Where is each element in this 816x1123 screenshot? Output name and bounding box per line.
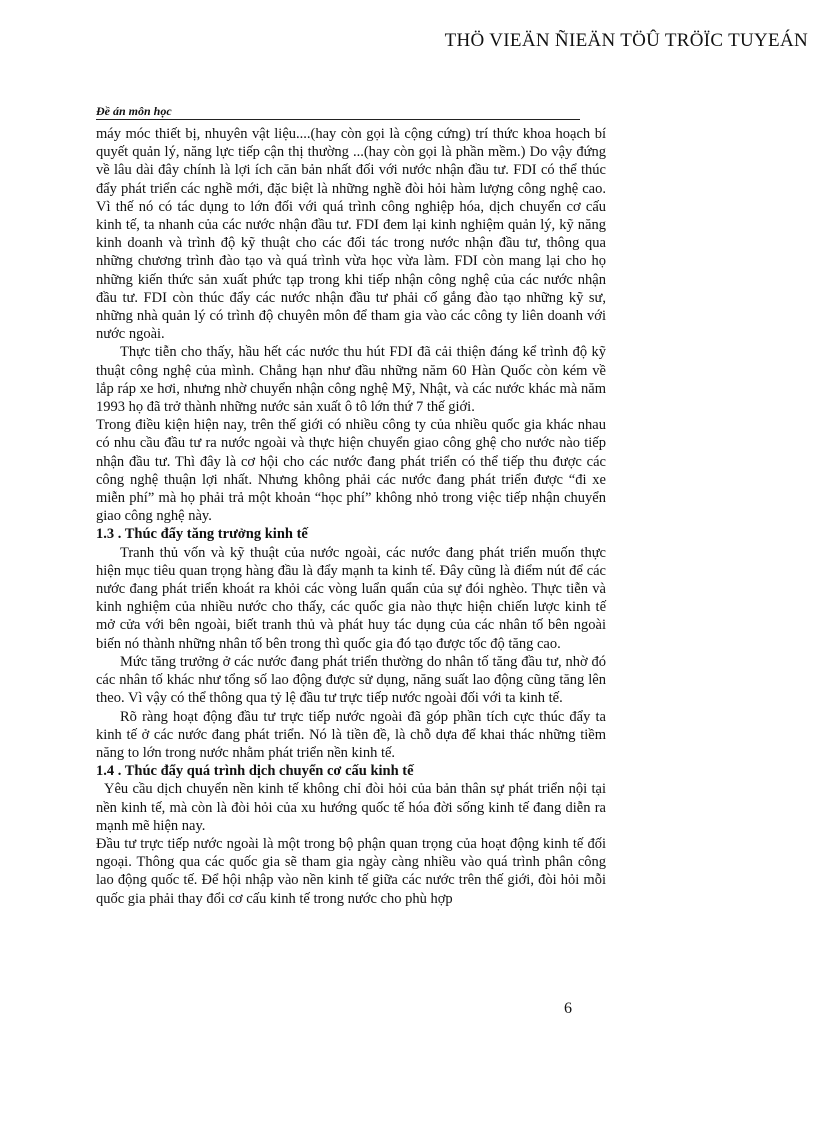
running-header: Đề án môn học	[96, 104, 580, 120]
paragraph: Trong điều kiện hiện nay, trên thế giới có nhiều công ty của nhiều quốc gia khác nhau có nhu cầu đầu tư ra nước ngoài và thực hiện chuyển giao công ghệ cho nước nào tiếp nhận đầu tư. Thì đây là cơ hội cho các nước đang phát triển có thể tiếp thu được các công nghệ thuận lợi nhất. Nhưng không phải các nước đang phát triển được “đi xe miễn phí” mà họ phải trả một khoản “học phí” không nhỏ trong việc tiếp nhận chuyển giao công nghệ này.	[96, 417, 606, 525]
library-banner: THÖ VIEÄN ÑIEÄN TÖÛ TRÖÏC TUYEÁN	[444, 30, 808, 51]
page-number: 6	[564, 1000, 572, 1017]
document-body	[96, 125, 606, 908]
paragraph: Tranh thủ vốn và kỹ thuật của nước ngoài, các nước đang phát triển muốn thực hiện mục tiêu quan trọng hàng đầu là đẩy mạnh ta kinh tế. Đây cũng là điểm nút để các nước đang phát triển khoát ra khỏi các vòng luẩn quẩn của sự đói nghèo. Thực tiễn và kinh nghiệm của nhiều nước cho thấy, các quốc gia nào thực hiện chiến lược kinh tế mở cửa với bên ngoài, biết tranh thủ và phát huy tác dụng của các nhân tố bên ngoài biến nó thành những nhân tố bên trong thì quốc gia đó tạo được tốc độ tăng cao.	[96, 544, 606, 652]
paragraph: Mức tăng trưởng ở các nước đang phát triển thường do nhân tố tăng đầu tư, nhờ đó các nhân tố khác như tổng số lao động được sử dụng, năng suất lao động cũng tăng lên theo. Vì vậy có thể thông qua tỷ lệ đầu tư trực tiếp nước ngoài đối với ta kinh tế.	[96, 653, 606, 707]
paragraph: Yêu cầu dịch chuyển nền kinh tế không chỉ đòi hỏi của bản thân sự phát triển nội tại nền kinh tế, mà còn là đòi hỏi của xu hướng quốc tế hóa đời sống kinh tế đang diễn ra mạnh mẽ hiện nay.	[96, 781, 606, 834]
paragraph: Đầu tư trực tiếp nước ngoài là một trong bộ phận quan trọng của hoạt động kinh tế đối ngoại. Thông qua các quốc gia sẽ tham gia ngày càng nhiều vào quá trình phân công lao động quốc tế. Để hội nhập vào nền kinh tế giữa các nước trên thế giới, đòi hỏi mỗi quốc gia phải thay đổi cơ cấu kinh tế trong nước cho phù hợp	[96, 835, 606, 907]
paragraph: Thực tiễn cho thấy, hầu hết các nước thu hút FDI đã cải thiện đáng kể trình độ kỹ thuật công nghệ của mình. Chẳng hạn như đầu những năm 60 Hàn Quốc còn kém về lắp ráp xe hơi, nhưng nhờ chuyển nhận công nghệ Mỹ, Nhật, và các nước khác mà năm 1993 họ đã trở thành những nước sản xuất ô tô lớn thứ 7 thế giới.	[96, 344, 606, 416]
section-heading-1-4: 1.4 . Thúc đẩy quá trình dịch chuyển cơ cấu kinh tế	[96, 763, 414, 780]
paragraph: máy móc thiết bị, nhuyên vật liệu....(hay còn gọi là cộng cứng) trí thức khoa hoạch bí quyết quản lý, năng lực tiếp cận thị thường ...(hay còn gọi là phần mềm.) Do vậy đứng về lâu dài đây chính là lợi ích căn bản nhất đối với nước nhận đầu tư. FDI có thể thúc đẩy phát triển các nghề mới, đặc biệt là những nghề đòi hỏi hàm lượng công nghệ cao. Vì thế nó có tác dụng to lớn đối với quá trình công nghiệp hóa, dịch chuyển cơ cấu kinh tế, ta nhanh của các nước nhận đầu tư. FDI đem lại kinh nghiệm quản lý, kỹ năng kinh doanh và trình độ kỹ thuật cho các đối tác trong nước nhận đầu tư, thông qua những chương trình đào tạo và quá trình vừa học vừa làm. FDI còn mang lại cho họ những kiến thức sản xuất phức tạp trong khi tiếp nhận công nghệ của các nước nhận đầu tư. FDI còn thúc đẩy các nước nhận đầu tư phải cố gắng đào tạo những kỹ sư, những nhà quản lý có trình độ chuyên môn để tham gia vào các công ty liên doanh với nước ngoài.	[96, 126, 606, 343]
paragraph: Rõ ràng hoạt động đầu tư trực tiếp nước ngoài đã góp phần tích cực thúc đẩy ta kinh tế ở các nước đang phát triển. Nó là tiền đề, là chỗ dựa để khai thác những tiềm năng to lớn trong nước nhằm phát triển nền kinh tế.	[96, 708, 606, 761]
section-heading-1-3: 1.3 . Thúc đẩy tăng trưởng kinh tế	[96, 526, 308, 543]
